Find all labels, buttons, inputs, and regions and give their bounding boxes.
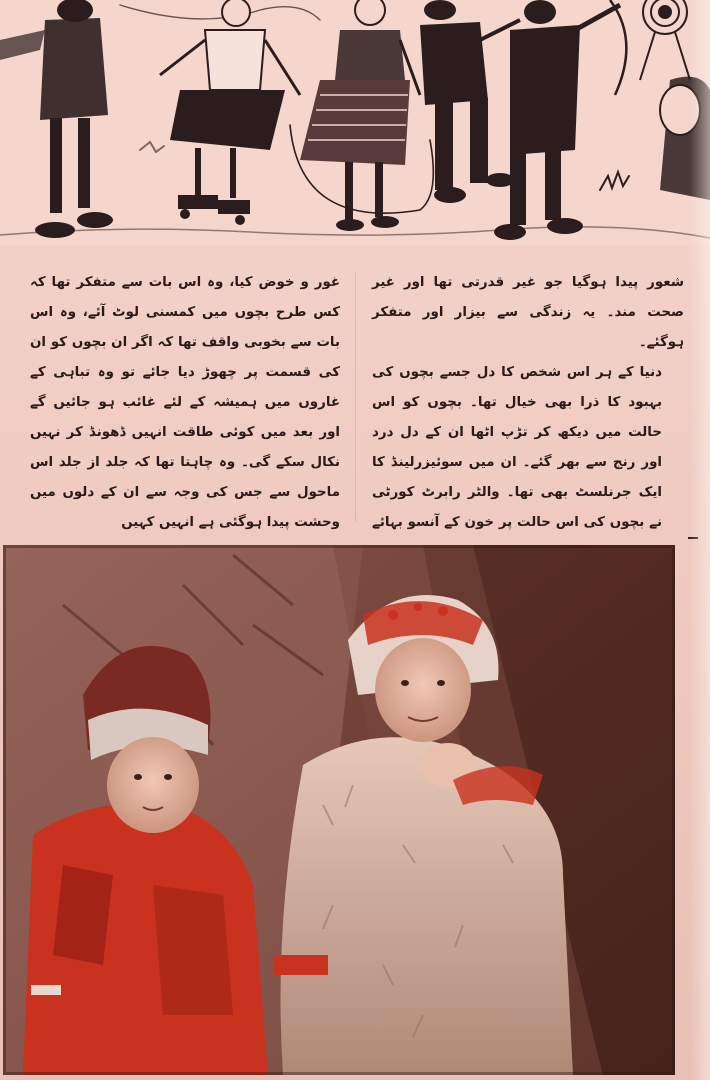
column-divider [355, 272, 356, 522]
article-column-left [30, 268, 340, 538]
paragraph: غور و خوض کیا، وہ اس بات سے متفکر تھا کہ کس طرح بچوں میں کمسنی لوٹ آئے، وہ اس بات سے بخوبی واقف تھا کہ اگر ان بچوں کو ان کی قسمت پر چھوڑ دیا جائے تو وہ تباہی کے غاروں میں ہمیشہ کے لئے غائب ہو جائیں گے اور بعد میں کوئی طاقت انہیں ڈھونڈ کر نہیں نکال سکے گی۔ وہ چاہتا تھا کہ جلد از جلد اس ماحول سے جس کی وجہ سے ان کے دلوں میں وحشت پیدا ہوگئی ہے انہیں کہیں [30, 275, 340, 530]
article-column-right [372, 268, 684, 568]
paragraph: دنیا کے ہر اس شخص کا دل جسے بچوں کی بہبود کا ذرا بھی خیال تھا۔ بچوں کو اس حالت میں دیکھ کر تڑپ اٹھا ان کے دل درد اور رنج سے بھر گئے۔ ان میں سوئیزرلینڈ کا ایک جرنلسٹ بھی تھا۔ والٹر رابرٹ کورٹی نے بچوں کی اس حالت پر خون کے آنسو بہائے [372, 365, 662, 530]
children-winter-photo [3, 545, 675, 1075]
children-playing-illustration [0, 0, 710, 245]
page-edge [690, 0, 710, 1080]
photo-image [3, 545, 675, 1075]
paragraph: شعور پیدا ہوگیا جو غیر قدرتی تھا اور غیر صحت مند۔ یہ زندگی سے بیزار اور متفکر ہوگئے۔ [372, 275, 684, 350]
illustration-drawing [0, 0, 710, 245]
